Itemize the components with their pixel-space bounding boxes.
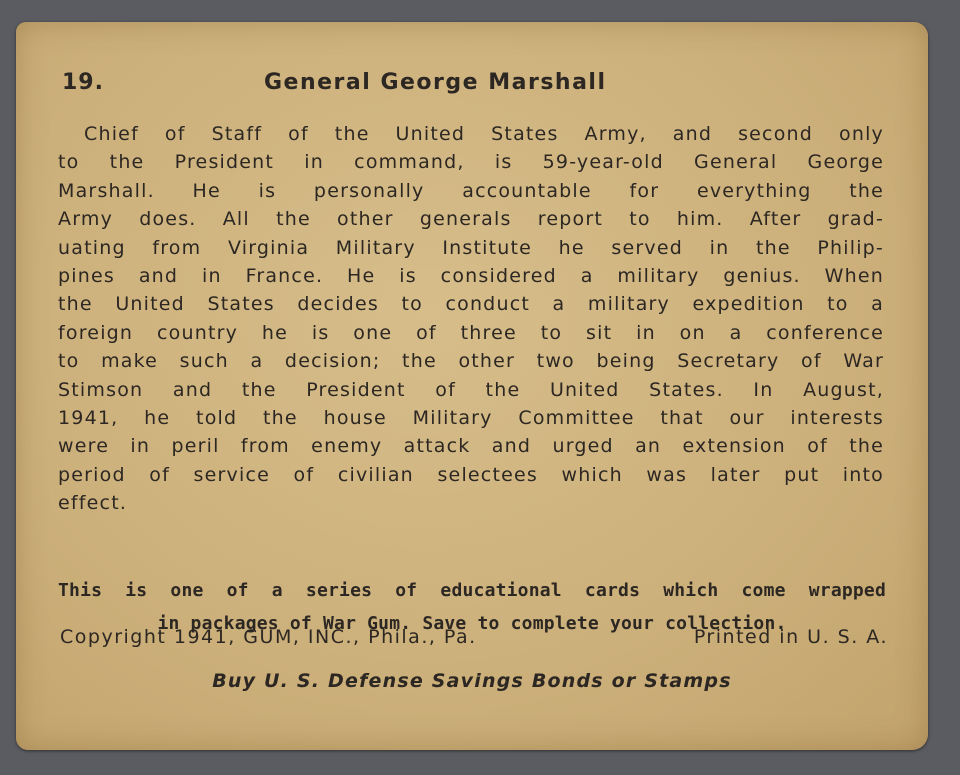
- promo-line: This is one of a series of educational cards which come wrapped: [58, 580, 886, 601]
- body-line: the United States decides to conduct a military expedition to a: [58, 293, 884, 316]
- body-line: Chief of Staff of the United States Army, and second only: [84, 123, 884, 145]
- body-line: Army does. All the other generals report to him. After grad-: [58, 208, 884, 231]
- body-line: uating from Virginia Military Institute he served in the Philip-: [58, 236, 884, 259]
- body-line: pines and in France. He is considered a military genius. When: [58, 265, 884, 288]
- printed-in-text: Printed in U. S. A.: [693, 626, 888, 648]
- defense-bonds-slogan: Buy U. S. Defense Savings Bonds or Stamps: [212, 670, 732, 692]
- body-line: period of service of civilian selectees which was later put into: [58, 463, 884, 486]
- card-number: 19.: [62, 70, 104, 95]
- copyright-text: Copyright 1941, GUM, INC., Phila., Pa.: [60, 626, 477, 648]
- body-line: Marshall. He is personally accountable for everything the: [58, 179, 884, 202]
- trading-card: [16, 22, 928, 750]
- promo-line: in packages of War Gum. Save to complete your collection.: [157, 613, 787, 634]
- card-body-text: [58, 120, 884, 518]
- body-line: 1941, he told the house Military Committee that our interests: [58, 407, 884, 430]
- body-line: Stimson and the President of the United States. In August,: [58, 378, 884, 401]
- body-line: foreign country he is one of three to sit in on a conference: [58, 321, 884, 344]
- card-title: General George Marshall: [264, 70, 607, 95]
- body-line: to make such a decision; the other two being Secretary of War: [58, 350, 884, 373]
- body-line: to the President in command, is 59-year-old General George: [58, 151, 884, 174]
- card-header: [56, 70, 876, 100]
- body-line: effect.: [58, 492, 128, 515]
- footer-row: [60, 626, 888, 656]
- body-line: were in peril from enemy attack and urged an extension of the: [58, 435, 884, 458]
